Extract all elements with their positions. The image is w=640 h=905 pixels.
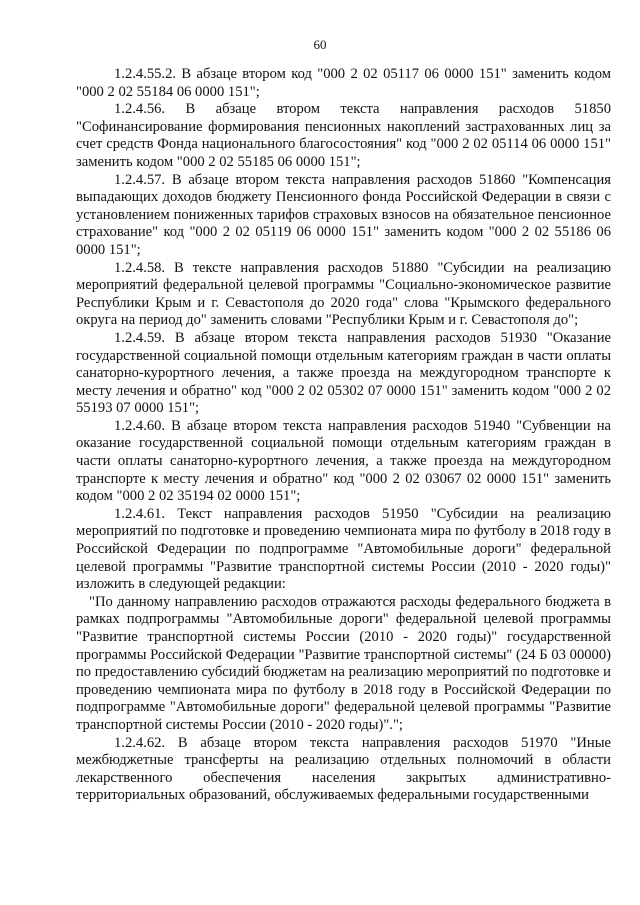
- document-body: [76, 66, 611, 805]
- paragraph-1-2-4-60: 1.2.4.60. В абзаце втором текста направления расходов 51940 "Субвенции на оказание государственной социальной помощи отдельным категориям граждан в части оплаты санаторно-курортного лечения, а также проезда на междугородном транспорте к месту лечения и обратно" код "000 2 02 03067 02 0000 151" заменить кодом "000 2 02 35194 02 0000 151";: [76, 417, 611, 505]
- paragraph-1-2-4-58: 1.2.4.58. В тексте направления расходов 51880 "Субсидии на реализацию мероприятий федеральной целевой программы "Социально-экономическое развитие Республики Крым и г. Севастополя до 2020 года" слова "Крымского федерального округа на период до" заменить словами "Республики Крым и г. Севастополя до";: [76, 259, 611, 329]
- paragraph-1-2-4-62: 1.2.4.62. В абзаце втором текста направления расходов 51970 "Иные межбюджетные трансферты на реализацию отдельных полномочий в области лекарственного обеспечения населения закрытых административно-территориальных образований, обслуживаемых федеральными государственными: [76, 734, 611, 804]
- paragraph-1-2-4-61: 1.2.4.61. Текст направления расходов 51950 "Субсидии на реализацию мероприятий по подготовке и проведению чемпионата мира по футболу в 2018 году в Российской Федерации по подпрограмме "Автомобильные дороги" федеральной целевой программы "Развитие транспортной системы России (2010 - 2020 годы)" изложить в следующей редакции:: [76, 505, 611, 593]
- paragraph-1-2-4-56: 1.2.4.56. В абзаце втором текста направления расходов 51850 "Софинансирование формирования пенсионных накоплений застрахованных лиц за счет средств Фонда национального благосостояния" код "000 2 02 05114 06 0000 151" заменить кодом "000 2 02 55185 06 0000 151";: [76, 101, 611, 170]
- page-number: 60: [313, 37, 327, 52]
- paragraph-1-2-4-57: 1.2.4.57. В абзаце втором текста направления расходов 51860 "Компенсация выпадающих доходов бюджету Пенсионного фонда Российской Федерации в связи с установлением пониженных тарифов страховых взносов на обязательное пенсионное страхование" код "000 2 02 05119 06 0000 151" заменить кодом "000 2 02 55186 06 0000 151";: [76, 171, 611, 258]
- paragraph-1-2-4-59: 1.2.4.59. В абзаце втором текста направления расходов 51930 "Оказание государственной социальной помощи отдельным категориям граждан в части оплаты санаторно-курортного лечения, а также проезда на междугородном транспорте к месту лечения и обратно" код "000 2 02 05302 07 0000 151" заменить кодом "000 2 02 55193 07 0000 151";: [76, 329, 611, 417]
- quoted-new-wording: "По данному направлению расходов отражаются расходы федерального бюджета в рамках подпрограммы "Автомобильные дороги" федеральной целевой программы "Развитие транспортной системы России (2010 - 2020 годы)" государственной программы Российской Федерации "Развитие транспортной системы" (24 Б 03 00000) по предоставлению субсидий бюджетам на реализацию мероприятий по подготовке и проведению чемпионата мира по футболу в 2018 году в Российской Федерации по подпрограмме "Автомобильные дороги" федеральной целевой программы "Развитие транспортной системы России (2010 - 2020 годы)".";: [76, 593, 611, 733]
- paragraph-1-2-4-55-2: 1.2.4.55.2. В абзаце втором код "000 2 02 05117 06 0000 151" заменить кодом "000 2 02 55184 06 0000 151";: [76, 66, 611, 100]
